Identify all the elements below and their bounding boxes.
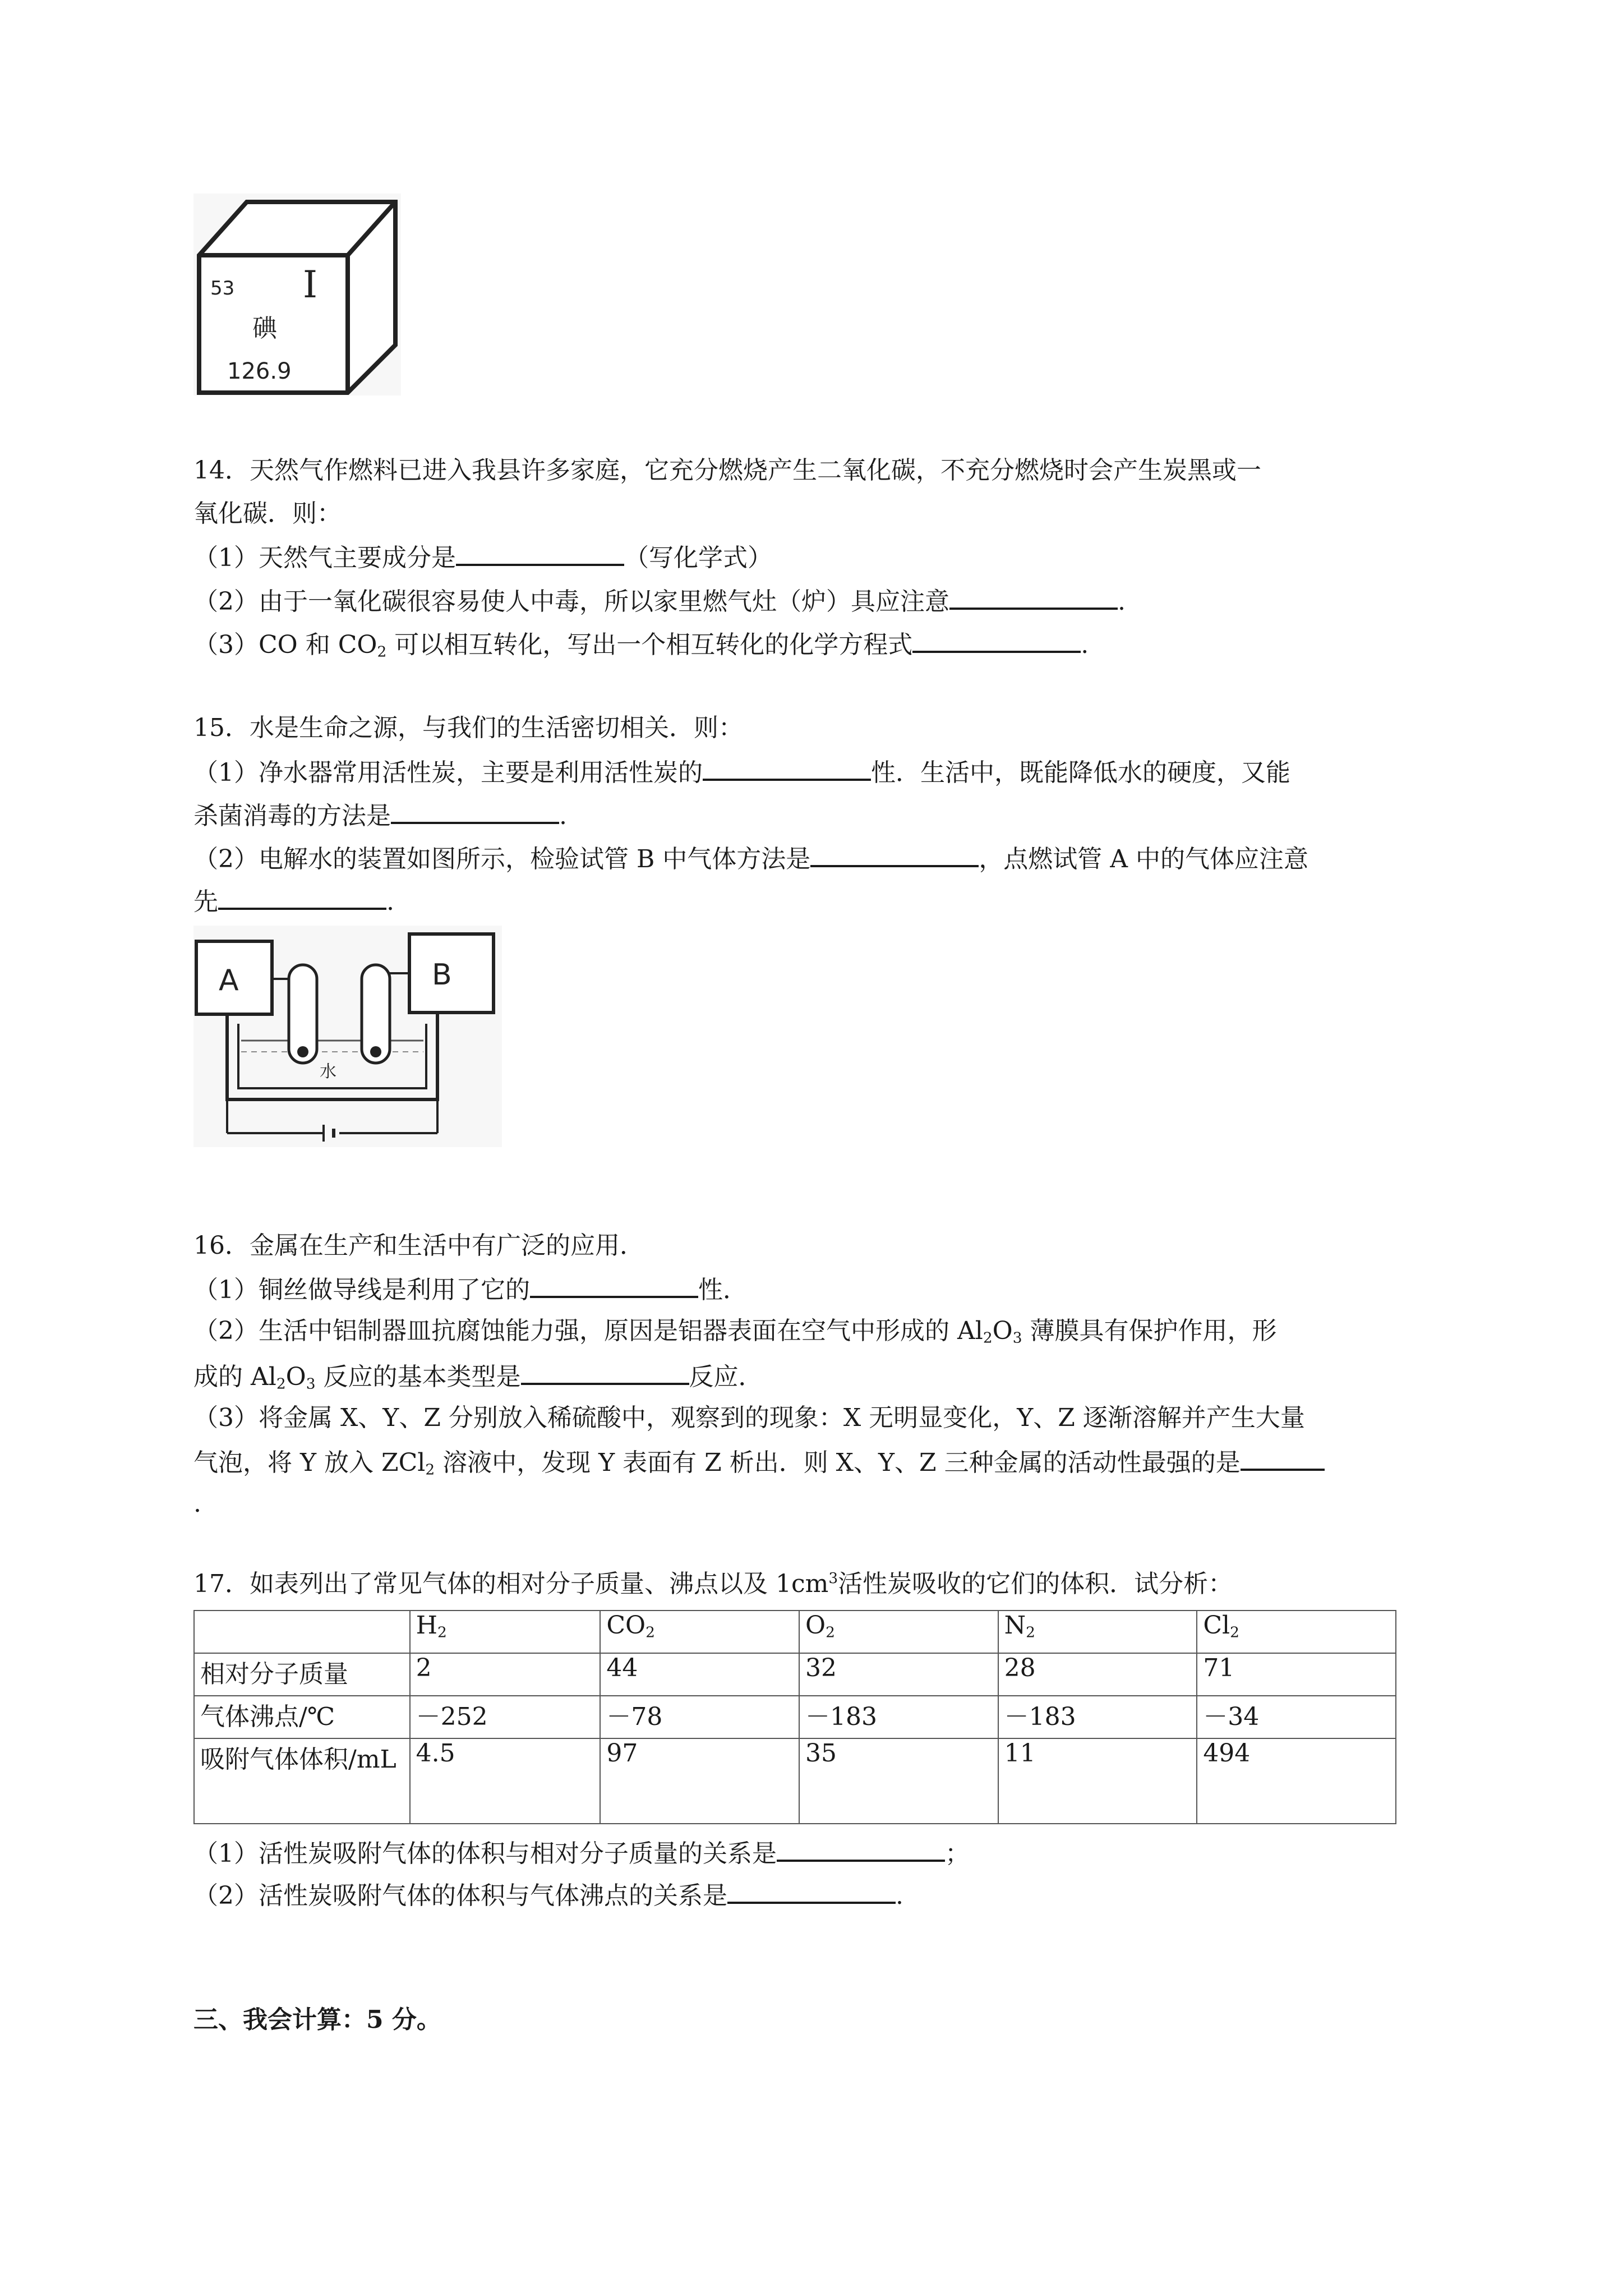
subscript: 2 xyxy=(425,1461,435,1479)
element-mass: 126.9 xyxy=(227,358,292,384)
table-cell: 4.5 xyxy=(410,1738,601,1824)
table-cell: －34 xyxy=(1197,1696,1396,1738)
q16-part3-line1: （3）将金属 X、Y、Z 分别放入稀硫酸中，观察到的现象：X 无明显变化，Y、Z 逐渐溶解并产生大量 xyxy=(193,1404,1305,1432)
table-cell: 2 xyxy=(410,1653,601,1696)
table-cell: －183 xyxy=(998,1696,1197,1738)
table-cell: 35 xyxy=(799,1738,998,1824)
q15-part2-text-c: 先 xyxy=(193,887,218,916)
answer-blank[interactable] xyxy=(949,585,1118,610)
q14-part1-text: （1）天然气主要成分是 xyxy=(193,544,456,572)
q16-part2-o2: O xyxy=(285,1363,306,1391)
q17-stem-text-b: 活性炭吸收的它们的体积．试分析： xyxy=(838,1570,1233,1598)
q16-part1-end: 性． xyxy=(698,1276,748,1304)
section-heading: 三、我会计算：5 分。 xyxy=(193,2005,441,2034)
iodine-element-card-figure xyxy=(193,194,401,395)
element-number: 53 xyxy=(210,277,235,300)
answer-blank[interactable] xyxy=(810,843,979,867)
q14-stem-line1: 14．天然气作燃料已进入我县许多家庭，它充分燃烧产生二氧化碳，不充分燃烧时会产生炭黑或一 xyxy=(193,456,1261,485)
table-row xyxy=(194,1653,1396,1696)
q15-part1-text-b: 性．生活中，既能降低水的硬度，又能 xyxy=(871,758,1290,787)
table-cell: 44 xyxy=(600,1653,799,1696)
table-cell: 494 xyxy=(1197,1738,1396,1824)
q14-part1-note: （写化学式） xyxy=(624,544,772,572)
q15-stem: 15．水是生命之源，与我们的生活密切相关．则： xyxy=(193,714,743,742)
q16-part2-text-a: （2）生活中铝制器皿抗腐蚀能力强，原因是铝器表面在空气中形成的 Al xyxy=(193,1317,983,1345)
q16-part2-line2 xyxy=(193,1360,763,1393)
q14-part3-text-b: 可以相互转化，写出一个相互转化的化学方程式 xyxy=(394,631,913,659)
element-symbol: I xyxy=(303,263,318,306)
q14-part2 xyxy=(193,585,1126,617)
table-cell: 32 xyxy=(799,1653,998,1696)
answer-blank[interactable] xyxy=(912,628,1081,653)
answer-blank[interactable] xyxy=(703,756,871,781)
row-label: 相对分子质量 xyxy=(194,1653,410,1696)
q16-part3-line2 xyxy=(193,1446,1325,1479)
answer-blank[interactable] xyxy=(530,1273,698,1298)
table-cell: 71 xyxy=(1197,1653,1396,1696)
table-row xyxy=(194,1738,1396,1824)
water-electrolysis-figure xyxy=(193,926,502,1147)
q16-part2-line1 xyxy=(193,1317,1277,1347)
answer-blank[interactable] xyxy=(1241,1446,1325,1471)
table-cell: 28 xyxy=(998,1653,1197,1696)
table-cell: 11 xyxy=(998,1738,1197,1824)
table-cell: －183 xyxy=(799,1696,998,1738)
subscript: 2 xyxy=(377,643,387,661)
answer-blank[interactable] xyxy=(391,799,559,824)
q15-part2-text-a: （2）电解水的装置如图所示，检验试管 B 中气体方法是 xyxy=(193,845,811,873)
table-header-cell: $H_2$ xyxy=(410,1611,601,1653)
table-header-cell: $Cl_2$ xyxy=(1197,1611,1396,1653)
water-label: 水 xyxy=(320,1062,336,1082)
gas-data-table xyxy=(193,1610,1396,1824)
row-label: 吸附气体体积/mL xyxy=(194,1738,410,1824)
q15-part1-text-c: 杀菌消毒的方法是 xyxy=(193,802,391,830)
q15-part2-line1 xyxy=(193,843,1308,875)
q17-stem xyxy=(193,1570,1233,1599)
q16-stem: 16．金属在生产和生活中有广泛的应用． xyxy=(193,1231,644,1260)
q15-part2-end: . xyxy=(386,887,394,916)
subscript: 2 xyxy=(276,1375,286,1393)
subscript: 3 xyxy=(306,1375,316,1393)
q14-part3-text-a: （3）CO 和 CO xyxy=(193,631,377,659)
table-header-cell: $CO_2$ xyxy=(600,1611,799,1653)
q14-part3-end: . xyxy=(1081,631,1089,659)
q15-part2-line2 xyxy=(193,885,394,917)
q17-part2-text: （2）活性炭吸附气体的体积与气体沸点的关系是 xyxy=(193,1881,727,1910)
q16-part2-text-d: 反应的基本类型是 xyxy=(323,1363,521,1391)
answer-blank[interactable] xyxy=(456,541,624,566)
table-corner-cell xyxy=(194,1611,410,1653)
q17-part1-end: ； xyxy=(945,1839,970,1868)
q14-part3 xyxy=(193,628,1089,661)
q17-part1 xyxy=(193,1837,970,1869)
q17-part1-text: （1）活性炭吸附气体的体积与相对分子质量的关系是 xyxy=(193,1839,777,1868)
table-header-cell: $N_2$ xyxy=(998,1611,1197,1653)
q16-part2-text-c: 成的 Al xyxy=(193,1363,276,1391)
subscript: 3 xyxy=(1012,1329,1022,1347)
row-label: 气体沸点/℃ xyxy=(194,1696,410,1738)
element-name: 碘 xyxy=(252,314,277,343)
q15-part1-text-a: （1）净水器常用活性炭，主要是利用活性炭的 xyxy=(193,758,703,787)
table-cell: －78 xyxy=(600,1696,799,1738)
q16-part1-text: （1）铜丝做导线是利用了它的 xyxy=(193,1276,530,1304)
q16-part2-o: O xyxy=(992,1317,1013,1345)
answer-blank[interactable] xyxy=(218,885,386,910)
q14-part2-text: （2）由于一氧化碳很容易使人中毒，所以家里燃气灶（炉）具应注意 xyxy=(193,587,949,616)
answer-blank[interactable] xyxy=(777,1837,945,1862)
table-cell: 97 xyxy=(600,1738,799,1824)
q15-part1-end: . xyxy=(559,802,567,830)
q16-part2-text-b: 薄膜具有保护作用，形 xyxy=(1030,1317,1277,1345)
q16-part2-end: 反应． xyxy=(689,1363,763,1391)
q15-part1-line1 xyxy=(193,756,1290,788)
q14-stem-line2: 氧化碳．则： xyxy=(193,499,342,528)
q17-part2 xyxy=(193,1879,903,1911)
q16-part3-text-b: 气泡，将 Y 放入 ZCl xyxy=(193,1448,426,1477)
subscript: 2 xyxy=(983,1329,993,1347)
table-cell: －252 xyxy=(410,1696,601,1738)
superscript: 3 xyxy=(828,1570,838,1588)
q16-part1 xyxy=(193,1273,748,1305)
q15-part2-text-b: ，点燃试管 A 中的气体应注意 xyxy=(979,845,1309,873)
q16-part3-line3: . xyxy=(193,1489,201,1518)
q15-part1-line2 xyxy=(193,799,567,831)
table-header-cell: $O_2$ xyxy=(799,1611,998,1653)
q16-part3-text-c: 溶液中，发现 Y 表面有 Z 析出．则 X、Y、Z 三种金属的活动性最强的是 xyxy=(442,1448,1241,1477)
label-a: A xyxy=(219,964,239,997)
answer-blank[interactable] xyxy=(521,1360,689,1385)
q14-part1 xyxy=(193,541,772,573)
q17-part2-end: . xyxy=(896,1881,903,1910)
label-b: B xyxy=(432,958,452,992)
q14-part2-end: . xyxy=(1118,587,1126,616)
table-header-row xyxy=(194,1611,1396,1653)
answer-blank[interactable] xyxy=(727,1879,896,1904)
q17-stem-text-a: 17．如表列出了常见气体的相对分子质量、沸点以及 1cm xyxy=(193,1570,829,1598)
table-row xyxy=(194,1696,1396,1738)
